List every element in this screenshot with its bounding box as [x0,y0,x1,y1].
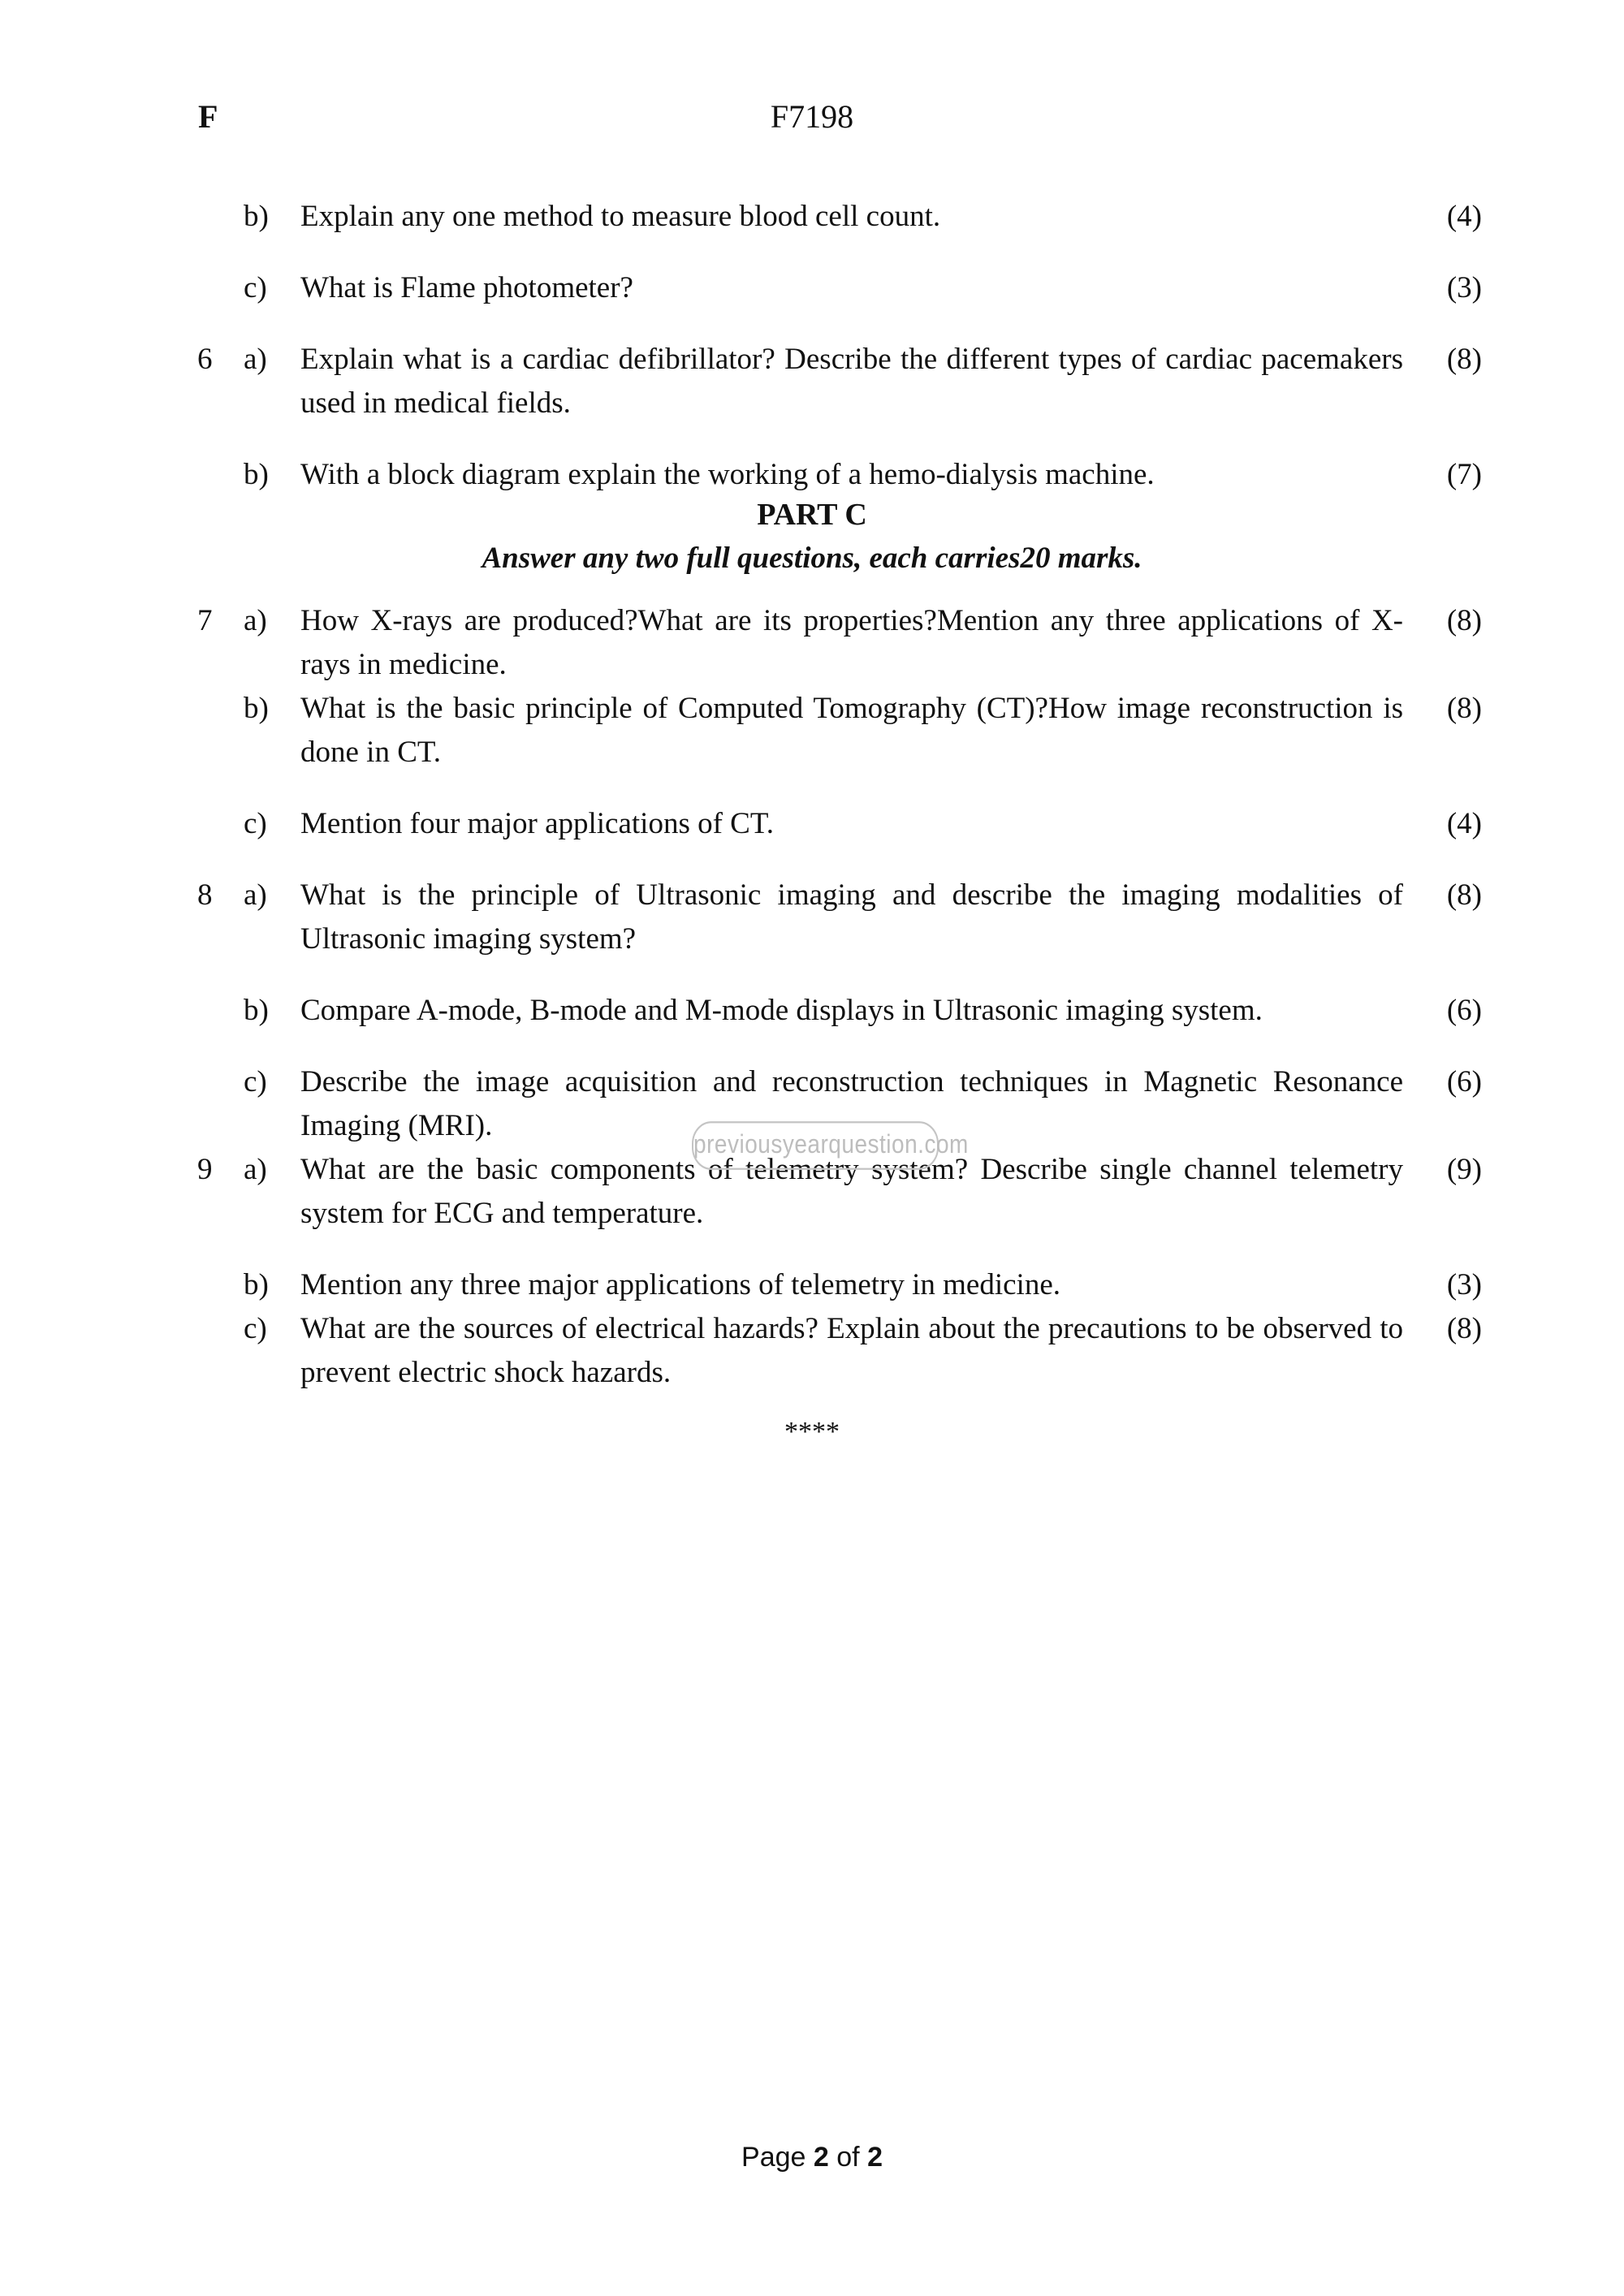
watermark: previousyearquestion.com [692,1121,939,1170]
marks: (8) [1446,1312,1482,1345]
sub-label: a) [244,604,267,637]
marks: (4) [1446,200,1482,233]
question-text: With a block diagram explain the working of a hemo-dialysis machine. [300,458,1155,491]
question-number: 9 [197,1153,213,1186]
footer-page-word: Page [741,2142,806,2173]
sub-label: c) [244,271,267,304]
sub-label: b) [244,692,269,725]
sub-label: a) [244,1153,267,1186]
question-text: Compare A-mode, B-mode and M-mode displays in Ultrasonic imaging system. [300,994,1263,1027]
question-text: How X-rays are produced?What are its properties?Mention any three applications of X-rays in medicine. [300,604,1403,681]
footer-current-page: 2 [813,2142,829,2173]
question-text: Mention four major applications of CT. [300,807,774,840]
sub-label: c) [244,1312,267,1345]
question-text: What are the sources of electrical hazards? Explain about the precautions to be observed to prevent electric shock hazards. [300,1312,1403,1389]
sub-label: b) [244,1268,269,1301]
sub-label: c) [244,1065,267,1098]
marks: (8) [1446,692,1482,725]
marks: (8) [1446,878,1482,912]
part-c-instruction: Answer any two full questions, each carries20 marks. [482,542,1142,575]
sub-label: a) [244,878,267,912]
question-text: Describe the image acquisition and reconstruction techniques in Magnetic Resonance Imaging (MRI). [300,1065,1403,1142]
question-text: What is Flame photometer? [300,271,633,304]
question-text: What is the basic principle of Computed Tomography (CT)?How image reconstruction is done in CT. [300,692,1403,769]
question-number: 7 [197,604,213,637]
part-c-title: PART C [757,498,867,532]
footer-total-pages: 2 [867,2142,883,2173]
marks: (8) [1446,343,1482,376]
marks: (3) [1446,1268,1482,1301]
sub-label: c) [244,807,267,840]
question-text: Explain what is a cardiac defibrillator? Describe the different types of cardiac pacemakers used in medical fields. [300,343,1403,420]
sub-label: b) [244,200,269,233]
sub-label: b) [244,458,269,491]
question-text: Explain any one method to measure blood cell count. [300,200,941,233]
marks: (9) [1446,1153,1482,1186]
footer-of-word: of [836,2142,860,2173]
marks: (8) [1446,604,1482,637]
end-of-paper-mark: **** [784,1417,840,1447]
question-text: What are the basic components of telemetry system? Describe single channel telemetry system for ECG and temperature. [300,1153,1403,1230]
question-number: 8 [197,878,213,912]
question-number: 6 [197,343,213,376]
sub-label: a) [244,343,267,376]
marks: (3) [1446,271,1482,304]
marks: (4) [1446,807,1482,840]
marks: (7) [1446,458,1482,491]
paper-code: F7198 [770,98,854,135]
marks: (6) [1446,1065,1482,1098]
question-text: What is the principle of Ultrasonic imaging and describe the imaging modalities of Ultrasonic imaging system? [300,878,1403,956]
page-footer [0,2142,1624,2173]
sub-label: b) [244,994,269,1027]
question-text: Mention any three major applications of telemetry in medicine. [300,1268,1061,1301]
header-letter: F [198,98,218,135]
marks: (6) [1446,994,1482,1027]
